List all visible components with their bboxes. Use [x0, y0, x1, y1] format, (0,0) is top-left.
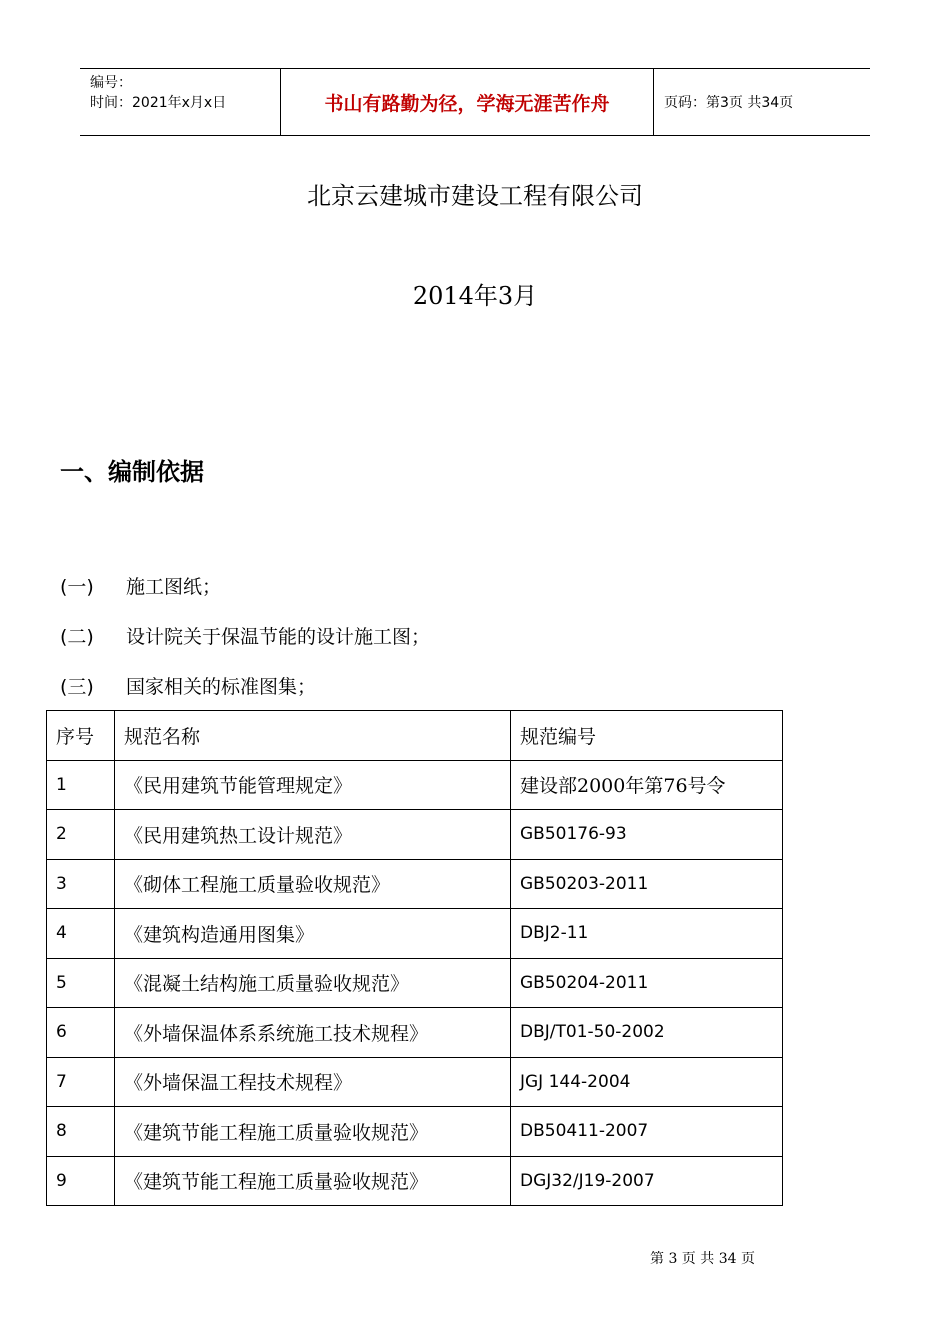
- header-cell-code: 规范编号: [511, 711, 783, 761]
- number-label: 编号：: [90, 75, 132, 91]
- row-code: DGJ32/J19-2007: [511, 1156, 783, 1206]
- row-name: 《建筑构造通用图集》: [115, 909, 511, 959]
- row-index: 4: [47, 909, 115, 959]
- row-name: 《砌体工程施工质量验收规范》: [115, 859, 511, 909]
- company-name: 北京云建城市建设工程有限公司: [307, 182, 643, 210]
- row-index: 7: [47, 1057, 115, 1107]
- row-code: 建设部2000年第76号令: [511, 760, 783, 810]
- time-label: 时间：2021年x月x日: [90, 95, 227, 111]
- row-name: 《混凝土结构施工质量验收规范》: [115, 958, 511, 1008]
- page-header: [80, 68, 870, 136]
- header-meta: [80, 69, 280, 135]
- basis-item-number: (三): [60, 676, 94, 698]
- table-row: [47, 859, 783, 909]
- table-row: [47, 909, 783, 959]
- row-name: 《建筑节能工程施工质量验收规范》: [115, 1156, 511, 1206]
- row-index: 8: [47, 1107, 115, 1157]
- row-index: 6: [47, 1008, 115, 1058]
- row-name: 《民用建筑热工设计规范》: [115, 810, 511, 860]
- table-row: [47, 1156, 783, 1206]
- table-row: [47, 1008, 783, 1058]
- header-motto: 书山有路勤为径，学海无涯苦作舟: [280, 69, 654, 135]
- basis-item: [60, 622, 430, 649]
- row-name: 《民用建筑节能管理规定》: [115, 760, 511, 810]
- row-code: GB50176-93: [511, 810, 783, 860]
- basis-item-text: 设计院关于保温节能的设计施工图；: [126, 626, 431, 648]
- row-code: GB50204-2011: [511, 958, 783, 1008]
- document-date: 2014年3月: [412, 282, 538, 310]
- row-code: JGJ 144-2004: [511, 1057, 783, 1107]
- table-row: [47, 810, 783, 860]
- row-index: 2: [47, 810, 115, 860]
- row-name: 《建筑节能工程施工质量验收规范》: [115, 1107, 511, 1157]
- row-code: DBJ2-11: [511, 909, 783, 959]
- row-name: 《外墙保温工程技术规程》: [115, 1057, 511, 1107]
- section-title: 一、编制依据: [60, 458, 204, 486]
- table-row: [47, 1107, 783, 1157]
- table-row: [47, 958, 783, 1008]
- basis-item-number: (一): [60, 576, 94, 598]
- row-code: DB50411-2007: [511, 1107, 783, 1157]
- basis-item-text: 施工图纸；: [126, 576, 222, 598]
- table-row: [47, 1057, 783, 1107]
- standards-table: [46, 710, 783, 1206]
- row-index: 3: [47, 859, 115, 909]
- row-code: GB50203-2011: [511, 859, 783, 909]
- basis-item: [60, 672, 316, 699]
- basis-item-number: (二): [60, 626, 94, 648]
- table-row: [47, 760, 783, 810]
- row-index: 1: [47, 760, 115, 810]
- row-name: 《外墙保温体系系统施工技术规程》: [115, 1008, 511, 1058]
- header-cell-name: 规范名称: [115, 711, 511, 761]
- header-page-info: 页码：第3页 共34页: [664, 95, 794, 111]
- row-index: 9: [47, 1156, 115, 1206]
- page-footer: 第 3 页 共 34 页: [650, 1251, 755, 1267]
- row-code: DBJ/T01-50-2002: [511, 1008, 783, 1058]
- header-cell-index: 序号: [47, 711, 115, 761]
- basis-item: [60, 572, 221, 599]
- table-header-row: [47, 711, 783, 761]
- row-index: 5: [47, 958, 115, 1008]
- basis-item-text: 国家相关的标准图集；: [126, 676, 317, 698]
